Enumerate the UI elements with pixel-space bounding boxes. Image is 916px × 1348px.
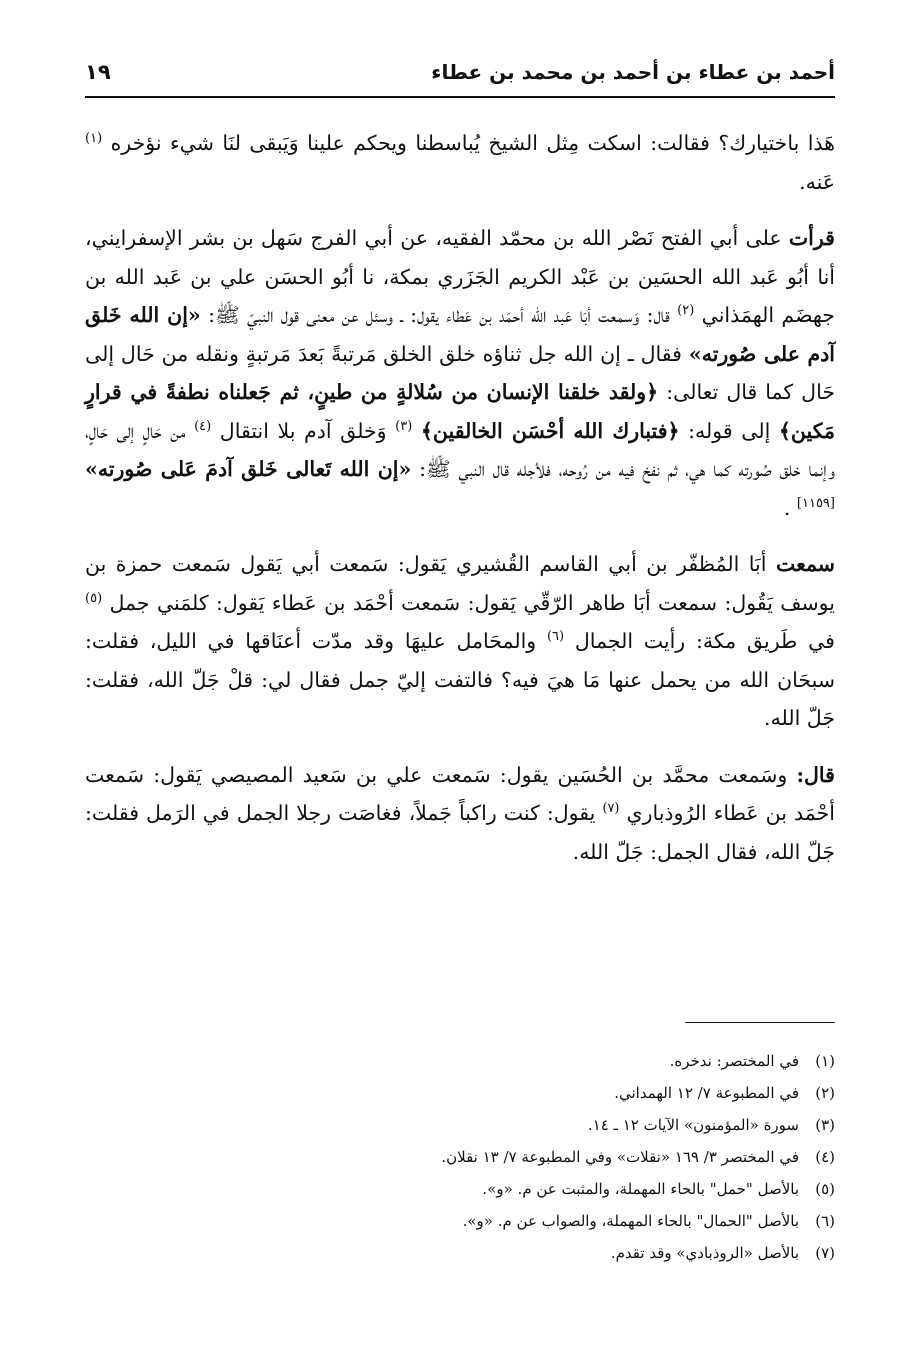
hadith-quote: «إن الله تَعالى خَلق آدمَ عَلى صُورته»: [85, 457, 412, 481]
footnote-text: بالأصل «الروذبادي» وقد تقدم.: [610, 1244, 799, 1262]
footnote: [85, 1205, 835, 1237]
paragraph-2: [85, 219, 835, 527]
footnote-text: في المختصر: ندخره.: [669, 1052, 799, 1070]
paragraph-lead: قرأت: [788, 226, 835, 250]
footnote-text: في المختصر ٣/ ١٦٩ «نقلات» وفي المطبوعة ٧/ ١٣ نقلان.: [441, 1148, 799, 1166]
hadith-quote: «إن الله خَلق آدم على صُورته»: [85, 303, 835, 366]
footnote-ref: (٢): [677, 303, 695, 319]
footnote-ref: (٤): [194, 418, 212, 434]
paragraph-lead: قال:: [796, 762, 835, 787]
paragraph-3: [85, 545, 835, 738]
text-run: يقول: كنت راكباً جَملاً، فغاصَت رجلا الجمل في الرَمل فقلت: جَلّ الله، فقال الجمل: جَلّ الله.: [85, 801, 835, 864]
footnote: [85, 1077, 835, 1109]
footnote-text: بالأصل "حمل" بالحاء المهملة، والمثبت عن م. «و».: [482, 1180, 799, 1198]
footnote: [85, 1045, 835, 1077]
footnote-text: سورة «المؤمنون» الآيات ١٢ ـ ١٤.: [587, 1116, 799, 1134]
quran-quote: ﴿فتبارك الله أحْسَن الخالقين﴾: [420, 418, 680, 443]
reference-number: [١١٥٩]: [796, 495, 835, 511]
text-run: وسَمعت محمَّد بن الحُسَين يقول: سَمعت علي بن سَعيد المصيصي يَقول: سَمعت أحْمَد بن عَطاء الرُوذباري: [85, 762, 835, 825]
footnote-ref: (٧): [602, 801, 620, 817]
footnote: [85, 1237, 835, 1269]
text-run: .: [783, 495, 791, 520]
text-run: عَنه.: [799, 169, 835, 194]
footnote-number: (٣): [815, 1116, 835, 1134]
footnote: [85, 1109, 835, 1141]
footnote-separator: [685, 1022, 835, 1023]
text-run: في طَريق مكة: رأيت الجمال: [574, 629, 835, 653]
page-number: ١٩: [85, 60, 111, 84]
footnote-number: (٧): [815, 1244, 835, 1262]
text-run: إلى قوله:: [688, 418, 771, 443]
main-text: [85, 124, 835, 889]
paragraph-4: [85, 756, 835, 872]
paragraph-1: [85, 124, 835, 201]
text-run: هَذا باختيارك؟ فقالت: اسكت مِثل الشيخ يُباسطنا ويحكم علينا وَيَبقى لنَا شيء نؤخره: [110, 131, 835, 155]
text-run: فقال ـ إن الله جل ثناؤه خلق الخلق مَرتبةً بَعدَ مَرتبةٍ ونقله من حَال إلى حَال كما قال تعالى:: [85, 341, 835, 404]
footnote-ref: (٦): [546, 629, 565, 645]
footnote-number: (٦): [815, 1212, 835, 1230]
footnote-ref: (٣): [395, 418, 413, 434]
text-run: من حَالٍ إلى حَالٍ، وإنما خلق صُورته كما هي، ثم نفخ فيه من رُوحه، فلأجله قال النبي ﷺ:: [85, 418, 835, 481]
text-run: أبَا المُظفّر بن أبي القاسم القُشيري يَقول: سَمعت أبي يَقول سَمعت حمزة بن يوسف يَقُول: سمعت أبَا طاهر الرّقّي يَقول: سَمعت أحْمَد بن عَطاء يَقول: كلمَني جمل: [85, 552, 835, 615]
text-run: على أبي الفتح نَصْر الله بن محمّد الفقيه، عن أبي الفرج سَهل بن بشر الإسفرايني، أنا أبُو عَبد الله الحسَين بن عَبْد الكريم الجَزَري بمكة، نا أبُو الحسَن علي بن عَبد الله بن جهضَم الهمَذاني: [85, 226, 835, 327]
footnotes: [85, 1045, 835, 1269]
text-run: وَخلق آدم بلا انتقال: [219, 418, 387, 443]
footnote-number: (٥): [815, 1180, 835, 1198]
running-title: أحمد بن عطاء بن أحمد بن محمد بن عطاء: [431, 60, 835, 84]
footnote-text: في المطبوعة ٧/ ١٢ الهمداني.: [614, 1084, 799, 1102]
footnote-number: (٢): [815, 1084, 835, 1102]
footnote-ref: (٥): [85, 590, 103, 606]
page-header: [85, 56, 835, 98]
footnote-ref: (١): [85, 131, 103, 147]
footnote: [85, 1173, 835, 1205]
footnote-text: بالأصل "الحمال" بالحاء المهملة، والصواب عن م. «و».: [462, 1212, 799, 1230]
footnote: [85, 1141, 835, 1173]
quran-quote: ﴿ولقد خلقنا الإنسان من سُلالةٍ من طينٍ، ثم جَعلناه نطفةً في قرارٍ مَكين﴾: [85, 380, 835, 443]
footnote-number: (٤): [815, 1148, 835, 1166]
paragraph-lead: سمعت: [775, 552, 835, 576]
text-run: والمحَامل عليهَا وقد مدّت أعنَاقها في الليل، فقلت: سبحَان الله من يحمل عنها مَا هيَ فيه؟ فالتفت إليّ جمل فقال لي: قلْ جَلّ الله، فقلت: جَلّ الله.: [85, 629, 835, 730]
text-run: قال: وَسمعت أبَا عَبد الله أحمَد بن عَطاء يقول: ـ وسئل عن معنى قول النبيّ ﷺ:: [208, 303, 670, 327]
footnote-number: (١): [815, 1052, 835, 1070]
